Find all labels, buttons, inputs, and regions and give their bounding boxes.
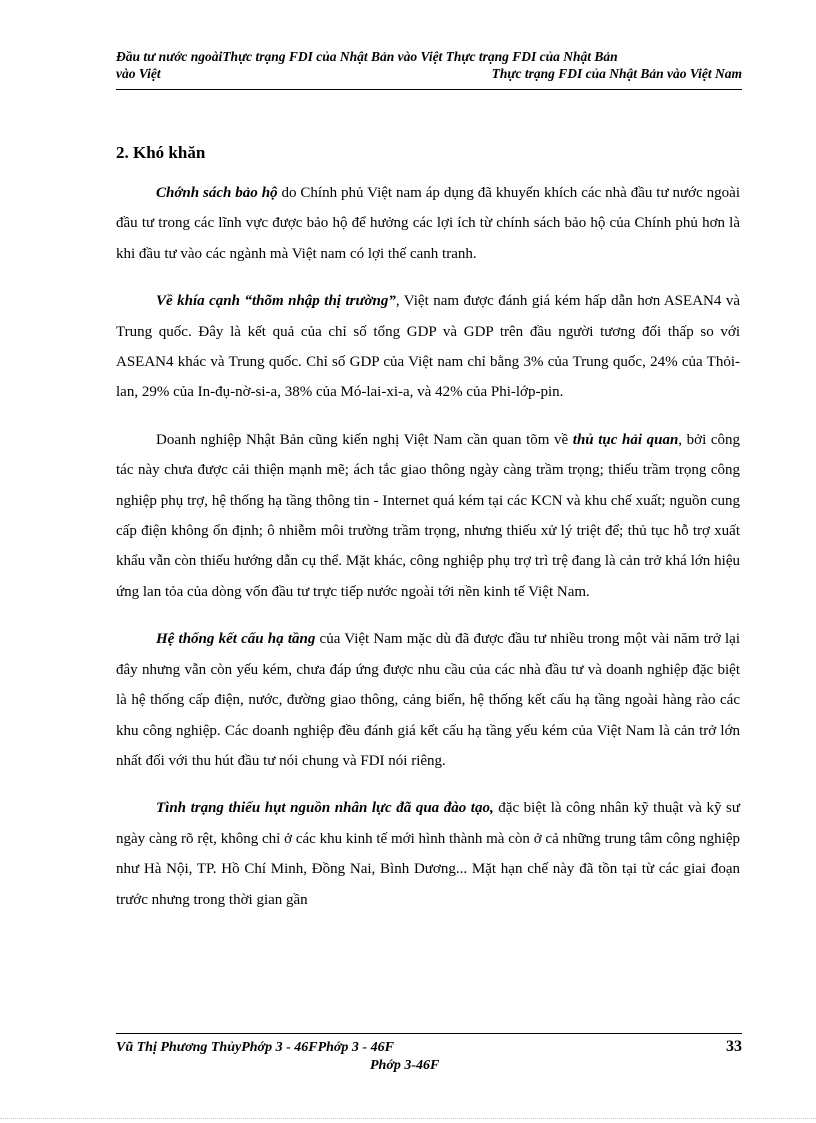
footer-author: Vũ Thị Phương ThủyPhớp 3 - 46FPhớp 3 - 46F — [116, 1040, 394, 1055]
paragraph-market-penetration — [116, 286, 740, 408]
header-text-1: Đầu tư nước ngoàiThực trạng FDI của Nhật Bản vào Việt Thực trạng FDI của Nhật Bản — [116, 49, 618, 64]
paragraph-lead: Chớnh sách bảo hộ — [156, 185, 278, 201]
section-title: 2. Khó khăn — [116, 143, 206, 162]
paragraph-text: , Việt nam được đánh giá kém hấp dẫn hơn ASEAN4 và Trung quốc. Đây là kết quả của chỉ số tổng GDP và GDP trên đầu người tương đối thấp so với ASEAN4 khác và Trung quốc. Chỉ số GDP của Việt nam chỉ bằng 3% của Trung quốc, 24% của Thỏi-lan, 29% của In-đụ-nờ-si-a, 38% của Mó-lai-xi-a, và 42% của Phi-lớp-pin. — [116, 293, 740, 401]
paragraph-customs-procedures — [116, 425, 740, 607]
header-text-2-right: Thực trạng FDI của Nhật Bản vào Việt Nam — [491, 66, 742, 81]
page-footer — [116, 1038, 742, 1073]
paragraph-text: do Chính phủ Việt nam áp dụng đã khuyến khích các nhà đầu tư nước ngoài đầu tư trong các lĩnh vực được bảo hộ để hưởng các lợi ích từ chính sách bảo hộ của Chính phủ hơn là khi đầu tư vào các ngành mà Việt nam có lợi thế canh tranh. — [116, 185, 740, 262]
header-text-2-left: vào Việt — [116, 66, 161, 81]
header-divider — [116, 89, 742, 90]
paragraph-human-resources — [116, 793, 740, 915]
paragraph-lead: Về khía cạnh “thõm nhập thị trường” — [156, 293, 396, 310]
paragraph-lead: Hệ thống kết cấu hạ tầng — [156, 631, 316, 648]
paragraph-lead: thủ tục hải quan — [572, 431, 679, 448]
header-line-1 — [116, 48, 742, 65]
paragraph-text: đặc biệt là công nhân kỹ thuật và kỹ sư ngày càng rõ rệt, không chỉ ở các khu kinh tế mới hình thành mà còn ở cả những trung tâm công nghiệp như Hà Nội, TP. Hồ Chí Minh, Đồng Nai, Bình Dương... Mặt hạn chế này đã tồn tại từ các giai đoạn trước nhưng trong thời gian gần — [116, 800, 740, 908]
paragraph-lead: Tình trạng thiếu hụt nguồn nhân lực đã qua đào tạo, — [156, 800, 494, 817]
paragraph-protection-policy — [116, 178, 740, 269]
paragraph-text: của Việt Nam mặc dù đã được đầu tư nhiều trong một vài năm trở lại đây nhưng vẫn còn yếu kém, chưa đáp ứng được nhu cầu của các nhà đầu tư và doanh nghiệp đặc biệt là hệ thống cấp điện, nước, đường giao thông, cảng biển, hệ thống kết cấu hạ tầng ngoài hàng rào các khu công nghiệp. Các doanh nghiệp đều đánh giá kết cấu hạ tầng yếu kém của Việt Nam là cản trở lớn nhất đối với thu hút đầu tư nói chung và FDI nói riêng. — [116, 631, 740, 769]
paragraph-infrastructure — [116, 624, 740, 776]
footer-class: Phớp 3-46F — [370, 1058, 440, 1073]
footer-divider — [116, 1033, 742, 1034]
page-edge-dotted-line — [0, 1118, 816, 1119]
header-line-2 — [116, 65, 742, 82]
page-header — [116, 48, 742, 82]
paragraph-text: , bởi công tác này chưa được cải thiện mạnh mẽ; ách tắc giao thông ngày càng trầm trọng; thiếu trầm trọng công nghiệp phụ trợ, hệ thống hạ tầng thông tin - Internet quá kém tại các KCN và khu chế xuất; nguồn cung cấp điện không ổn định; ô nhiễm môi trường trầm trọng, nhưng thiếu xử lý triệt để; thủ tục hỗ trợ xuất khẩu vẫn còn thiếu hướng dẫn cụ thể. Mặt khác, công nghiệp phụ trợ trì trệ đang là cản trở khá lớn hiệu ứng lan tỏa của dòng vốn đầu tư trực tiếp nước ngoài tới nền kinh tế Việt Nam. — [116, 431, 740, 600]
page-number: 33 — [726, 1038, 742, 1055]
page-body — [116, 143, 740, 932]
paragraph-intro: Doanh nghiệp Nhật Bản cũng kiến nghị Việt Nam cần quan tõm về — [156, 431, 573, 448]
